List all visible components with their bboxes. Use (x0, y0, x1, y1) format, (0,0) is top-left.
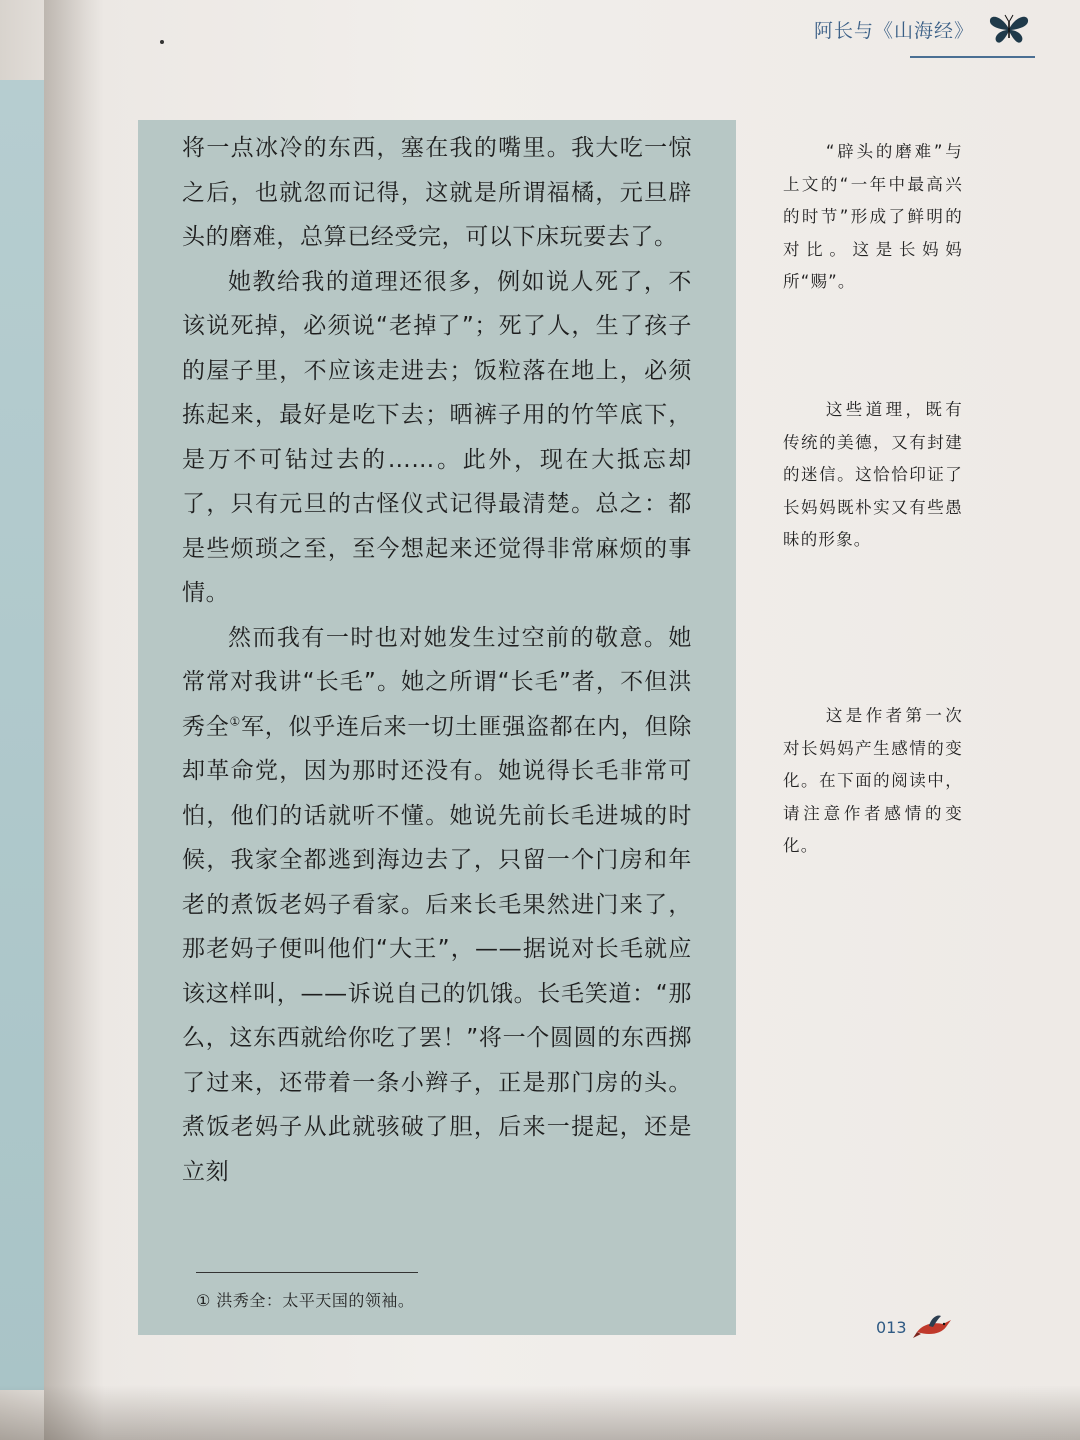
adjacent-page-edge (0, 80, 44, 1390)
annotation-1-text: “辟头的磨难”与上文的“一年中最高兴的时节”形成了鲜明的对比。这是长妈妈所“赐”。 (783, 142, 963, 291)
header-rule (910, 56, 1035, 58)
footnote: ① 洪秀全：太平天国的领袖。 (196, 1291, 415, 1310)
header-title: 阿长与《山海经》 (813, 19, 974, 42)
bottom-shadow (0, 1385, 1080, 1440)
annotation-3-text: 这是作者第一次对长妈妈产生感情的变化。在下面的阅读中，请注意作者感情的变化。 (783, 706, 963, 855)
footnote-marker: ① (229, 713, 242, 728)
paragraph-1: 将一点冰冷的东西，塞在我的嘴里。我大吃一惊之后，也就忽而记得，这就是所谓福橘，元旦辟头的磨难，总算已经受完，可以下床玩要去了。 (182, 135, 692, 250)
paragraph-3 (182, 616, 692, 1195)
print-dot (160, 40, 164, 44)
annotation-2 (783, 394, 963, 557)
paragraph-3-part-2: 军，似乎连后来一切土匪强盗都在内，但除却革命党，因为那时还没有。她说得长毛非常可怕，他们的话就听不懂。她说先前长毛进城的时候，我家全都逃到海边去了，只留一个门房和年老的煮饭老妈子看家。后来长毛果然进门来了，那老妈子便叫他们“大王”，——据说对长毛就应该这样叫，——诉说自己的饥饿。长毛笑道：“那么，这东西就给你吃了罢！”将一个圆圆的东西掷了过来，还带着一条小辫子，正是那门房的头。煮饭老妈子从此就骇破了胆，后来一提起，还是立刻 (182, 713, 693, 1185)
annotation-1 (783, 136, 963, 299)
page-number-block (876, 1312, 953, 1342)
running-header (814, 12, 1030, 46)
annotation-2-text: 这些道理，既有传统的美德，又有封建的迷信。这恰恰印证了长妈妈既朴实又有些愚昧的形象。 (783, 400, 963, 549)
footnote-rule (196, 1272, 418, 1273)
main-text (182, 126, 692, 1194)
paragraph-3-part-1: 然而我有一时也对她发生过空前的敬意。她常常对我讲“长毛”。她之所谓“长毛”者，不但洪秀全 (182, 624, 692, 740)
paragraph-2: 她教给我的道理还很多，例如说人死了，不该说死掉，必须说“老掉了”；死了人，生了孩子的屋子里，不应该走进去；饭粒落在地上，必须拣起来，最好是吃下去；晒裤子用的竹竿底下，是万不可钻过去的……。此外，现在大抵忘却了，只有元旦的古怪仪式记得最清楚。总之：都是些烦琐之至，至今想起来还觉得非常麻烦的事情。 (182, 268, 692, 606)
butterfly-icon (988, 12, 1030, 46)
binding-shadow (44, 0, 104, 1440)
bird-icon (913, 1312, 953, 1342)
annotation-3 (783, 700, 963, 863)
page-number: 013 (876, 1317, 907, 1337)
